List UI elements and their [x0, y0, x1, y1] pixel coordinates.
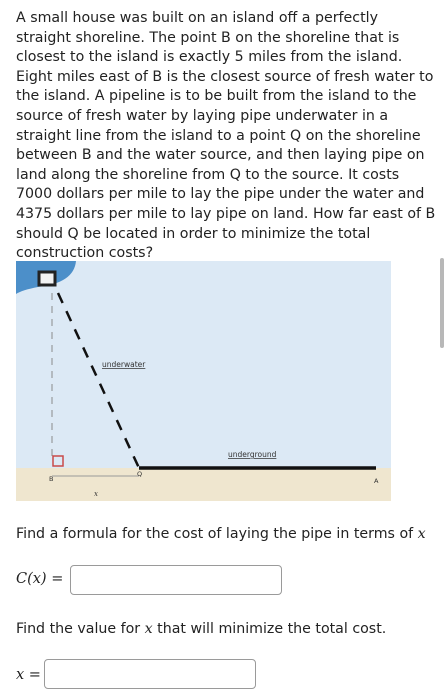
point-b-label: B	[49, 475, 54, 483]
question2-var: x	[144, 621, 153, 637]
x-value-input[interactable]	[44, 659, 256, 689]
problem-text: A small house was built on an island off a perfectly straight shoreline. The point B on the shoreline that is closest to the island is exactly 5 miles from the island. Eight miles east of B is the closest source of fresh water to the island. A pipeline is to be built from the island to the source of fresh water by laying pipe underwater in a straight line from the island to a point Q on the shoreline between B and the water source, and then laying pipe on land along the shoreline from Q to the source. It costs 7000 dollars per mile to lay the pipe under the water and 4375 dollars per mile to lay pipe on land. How far east of B should Q be located in order to minimize the total construction costs?	[16, 10, 436, 262]
shore-area	[16, 468, 391, 501]
underwater-label: underwater	[102, 360, 146, 369]
house-icon	[39, 272, 55, 285]
water-area	[16, 261, 391, 468]
scrollbar[interactable]	[440, 258, 444, 348]
point-a-label: A	[374, 477, 379, 485]
cost-formula-label: C(x) =	[16, 571, 64, 587]
question1-prompt: Find a formula for the cost of laying the pipe in terms of x	[16, 526, 426, 542]
point-q-label: Q	[137, 470, 143, 478]
cost-formula-input[interactable]	[70, 565, 282, 595]
pipeline-diagram	[16, 261, 391, 501]
underground-label: underground	[228, 450, 277, 459]
x-value-label: x =	[16, 667, 41, 683]
question1-var: x	[417, 526, 426, 542]
question2-prompt: Find the value for x that will minimize the total cost.	[16, 621, 387, 637]
x-label: x	[94, 490, 98, 498]
